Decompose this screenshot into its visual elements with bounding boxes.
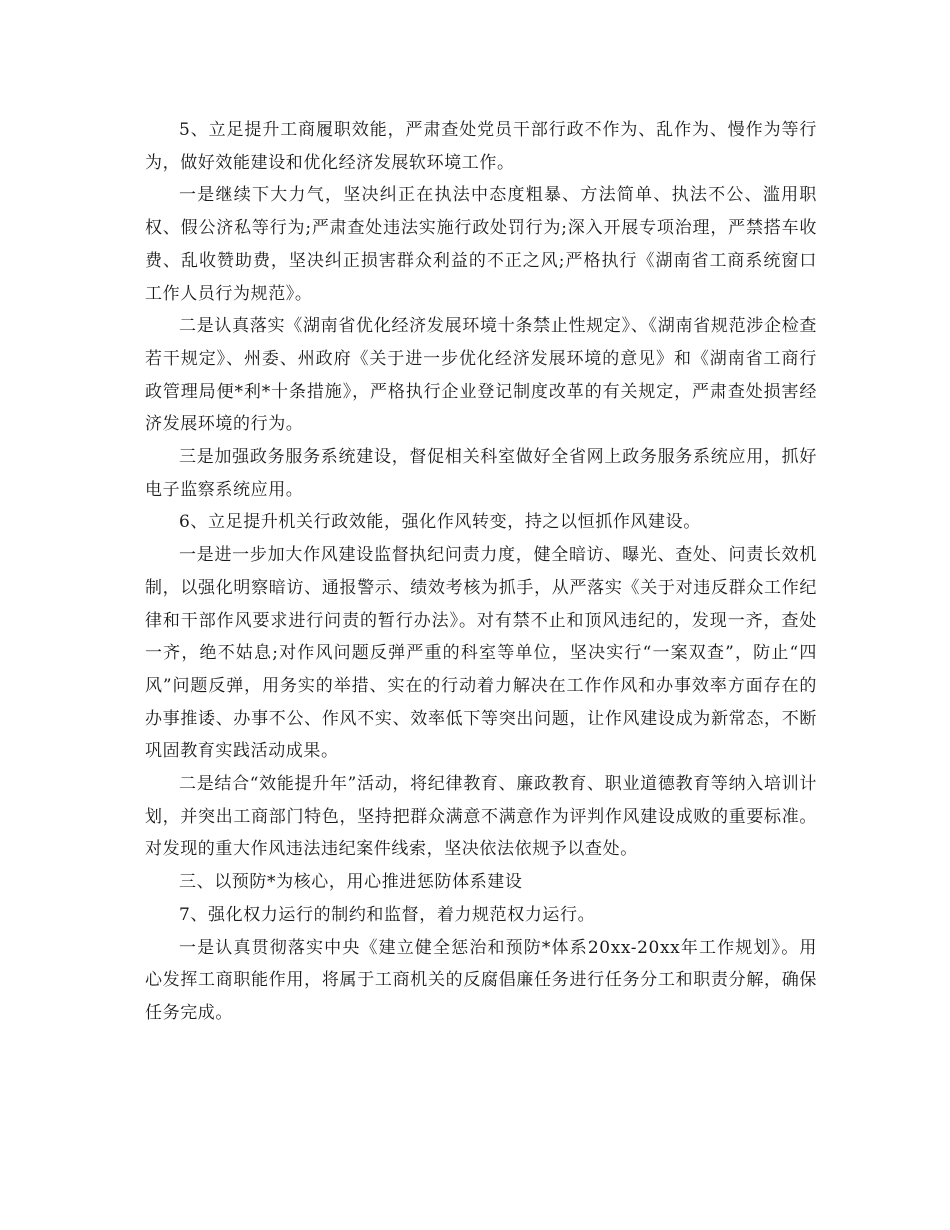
paragraph-measure-6: 一是认真贯彻落实中央《建立健全惩治和预防*体系20xx-20xx年工作规划》。用心发挥工商职能作用，将属于工商机关的反腐倡廉任务进行任务分工和职责分解，确保任务完成。	[145, 937, 817, 1023]
paragraph-measure-5: 二是结合“效能提升年”活动，将纪律教育、廉政教育、职业道德教育等纳入培训计划，并突出工商部门特色，坚持把群众满意不满意作为评判作风建设成败的重要标准。对发现的重大作风违法违纪案件线索，坚决依法依规予以查处。	[145, 774, 817, 860]
paragraph-item-7-heading: 7、强化权力运行的制约和监督，着力规范权力运行。	[179, 904, 596, 925]
paragraph-measure-3: 三是加强政务服务系统建设，督促相关科室做好全省网上政务服务系统应用，抓好电子监察系统应用。	[145, 447, 817, 500]
paragraph-item-6-heading: 6、立足提升机关行政效能，强化作风转变，持之以恒抓作风建设。	[179, 512, 701, 533]
paragraph-measure-1: 一是继续下大力气，坚决纠正在执法中态度粗暴、方法简单、执法不公、滥用职权、假公济私等行为;严肃查处违法实施行政处罚行为;深入开展专项治理，严禁搭车收费、乱收赞助费，坚决纠正损害群众利益的不正之风;严格执行《湖南省工商系统窗口工作人员行为规范》。	[145, 185, 817, 304]
section-heading-3: 三、以预防*为核心，用心推进惩防体系建设	[179, 872, 523, 893]
paragraph-measure-2: 二是认真落实《湖南省优化经济发展环境十条禁止性规定》、《湖南省规范涉企检查若干规定》、州委、州政府《关于进一步优化经济发展环境的意见》和《湖南省工商行政管理局便*利*十条措施》，严格执行企业登记制度改革的有关规定，严肃查处损害经济发展环境的行为。	[145, 316, 817, 435]
paragraph-measure-4: 一是进一步加大作风建设监督执纪问责力度，健全暗访、曝光、查处、问责长效机制，以强化明察暗访、通报警示、绩效考核为抓手，从严落实《关于对违反群众工作纪律和干部作风要求进行问责的暂行办法》。对有禁不止和顶风违纪的，发现一齐，查处一齐，绝不姑息;对作风问题反弹严重的科室等单位，坚决实行“一案双查”，防止“四风”问题反弹，用务实的举措、实在的行动着力解决在工作作风和办事效率方面存在的办事推诿、办事不公、作风不实、效率低下等突出问题，让作风建设成为新常态，不断巩固教育实践活动成果。	[145, 545, 817, 762]
document-body	[145, 114, 817, 1030]
paragraph-item-5-heading: 5、立足提升工商履职效能，严肃查处党员干部行政不作为、乱作为、慢作为等行为，做好效能建设和优化经济发展软环境工作。	[145, 120, 817, 173]
